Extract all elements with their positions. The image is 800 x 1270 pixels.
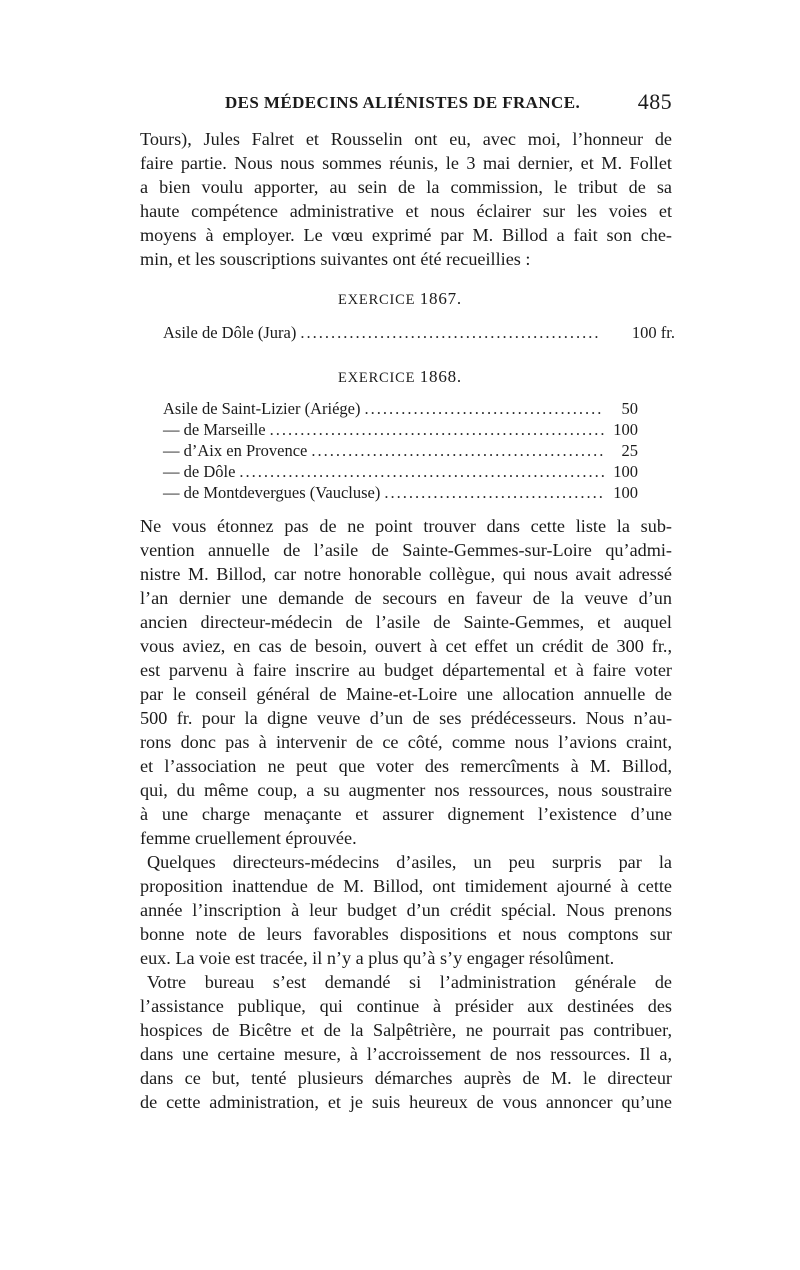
- leader-dots: [270, 419, 604, 441]
- subscription-entry: [163, 398, 638, 420]
- entry-name: — de Marseille: [163, 420, 266, 439]
- exercice-year: 1868.: [419, 367, 462, 386]
- body-line: ancien directeur-médecin de l’asile de Sainte-Gemmes, et auquel: [140, 612, 672, 632]
- subscription-entry: [163, 419, 638, 441]
- subscription-entry: [163, 440, 638, 462]
- body-line: de cette administration, et je suis heureux de vous annoncer qu’une: [140, 1092, 672, 1112]
- entry-amount: 100 fr.: [631, 323, 675, 342]
- body-line: et l’association ne peut que voter des remercîments à M. Billod,: [140, 756, 672, 776]
- entry-amount: 100: [613, 420, 638, 439]
- entry-name: — d’Aix en Provence: [163, 441, 308, 460]
- body-line: dans une certaine mesure, à l’accroissement de nos ressources. Il a,: [140, 1044, 672, 1064]
- exercice-label: EXERCICE: [338, 370, 416, 386]
- body-line: est parvenu à faire inscrire au budget départemental et à faire voter: [140, 660, 672, 680]
- exercice-label: EXERCICE: [338, 292, 416, 308]
- subscription-entry: [163, 461, 638, 483]
- intro-line: a bien voulu apporter, au sein de la commission, le tribut de sa: [140, 177, 672, 197]
- body-line: par le conseil général de Maine-et-Loire une allocation annuelle de: [140, 684, 672, 704]
- entry-amount: 100: [613, 462, 638, 481]
- body-line: dans ce but, tenté plusieurs démarches auprès de M. le directeur: [140, 1068, 672, 1088]
- leader-dots: [364, 398, 604, 420]
- intro-line: haute compétence administrative et nous éclairer sur les voies et: [140, 201, 672, 221]
- intro-line: Tours), Jules Falret et Rousselin ont eu, avec moi, l’honneur de: [140, 129, 672, 149]
- exercice-year: 1867.: [419, 289, 462, 308]
- leader-dots: [311, 440, 604, 462]
- body-line: vention annuelle de l’asile de Sainte-Gemmes-sur-Loire qu’admi-: [140, 540, 672, 560]
- body-line: Votre bureau s’est demandé si l’administration générale de: [147, 972, 672, 992]
- intro-line: moyens à employer. Le vœu exprimé par M. Billod a fait son che-: [140, 225, 672, 245]
- body-line: l’assistance publique, qui continue à présider aux destinées des: [140, 996, 672, 1016]
- entry-name: Asile de Dôle (Jura): [163, 323, 297, 342]
- entry-name: Asile de Saint-Lizier (Ariége): [163, 399, 361, 418]
- entry-name: — de Dôle: [163, 462, 236, 481]
- running-title: DES MÉDECINS ALIÉNISTES DE FRANCE.: [225, 93, 581, 112]
- body-line: vous aviez, en cas de besoin, ouvert à cet effet un crédit de 300 fr.,: [140, 636, 672, 656]
- entry-amount: 50: [621, 399, 638, 418]
- entry-name: — de Montdevergues (Vaucluse): [163, 483, 381, 502]
- exercice-1867-heading: [0, 289, 800, 310]
- entry-amount: 100: [613, 483, 638, 502]
- subscription-entry: [163, 322, 675, 344]
- body-line: rons donc pas à intervenir de ce côté, comme nous l’avions craint,: [140, 732, 672, 752]
- intro-line: faire partie. Nous nous sommes réunis, le 3 mai dernier, et M. Follet: [140, 153, 672, 173]
- body-line: l’an dernier une demande de secours en faveur de la veuve d’un: [140, 588, 672, 608]
- body-line: à une charge menaçante et assurer dignement l’existence d’une: [140, 804, 672, 824]
- entry-amount: 25: [621, 441, 638, 460]
- body-line: eux. La voie est tracée, il n’y a plus qu’à s’y engager résolûment.: [140, 948, 615, 968]
- body-line: bonne note de leurs favorables dispositions et nous comptons sur: [140, 924, 672, 944]
- page-header: [140, 89, 672, 119]
- leader-dots: [300, 322, 601, 344]
- body-line: femme cruellement éprouvée.: [140, 828, 357, 848]
- body-line: 500 fr. pour la digne veuve d’un de ses prédécesseurs. Nous n’au-: [140, 708, 672, 728]
- leader-dots: [384, 482, 604, 504]
- body-line: Ne vous étonnez pas de ne point trouver dans cette liste la sub-: [140, 516, 672, 536]
- subscription-entry: [163, 482, 638, 504]
- leader-dots: [239, 461, 604, 483]
- body-line: nistre M. Billod, car notre honorable collègue, qui nous avait adressé: [140, 564, 672, 584]
- page-number: 485: [637, 89, 672, 114]
- exercice-1868-heading: [0, 367, 800, 388]
- body-line: qui, du même coup, a su augmenter nos ressources, nous soustraire: [140, 780, 672, 800]
- body-line: Quelques directeurs-médecins d’asiles, un peu surpris par la: [147, 852, 672, 872]
- body-line: hospices de Bicêtre et de la Salpêtrière, ne pourrait pas contribuer,: [140, 1020, 672, 1040]
- body-line: année l’inscription à leur budget d’un crédit spécial. Nous prenons: [140, 900, 672, 920]
- body-line: proposition inattendue de M. Billod, ont timidement ajourné à cette: [140, 876, 672, 896]
- intro-line: min, et les souscriptions suivantes ont été recueillies :: [140, 249, 531, 269]
